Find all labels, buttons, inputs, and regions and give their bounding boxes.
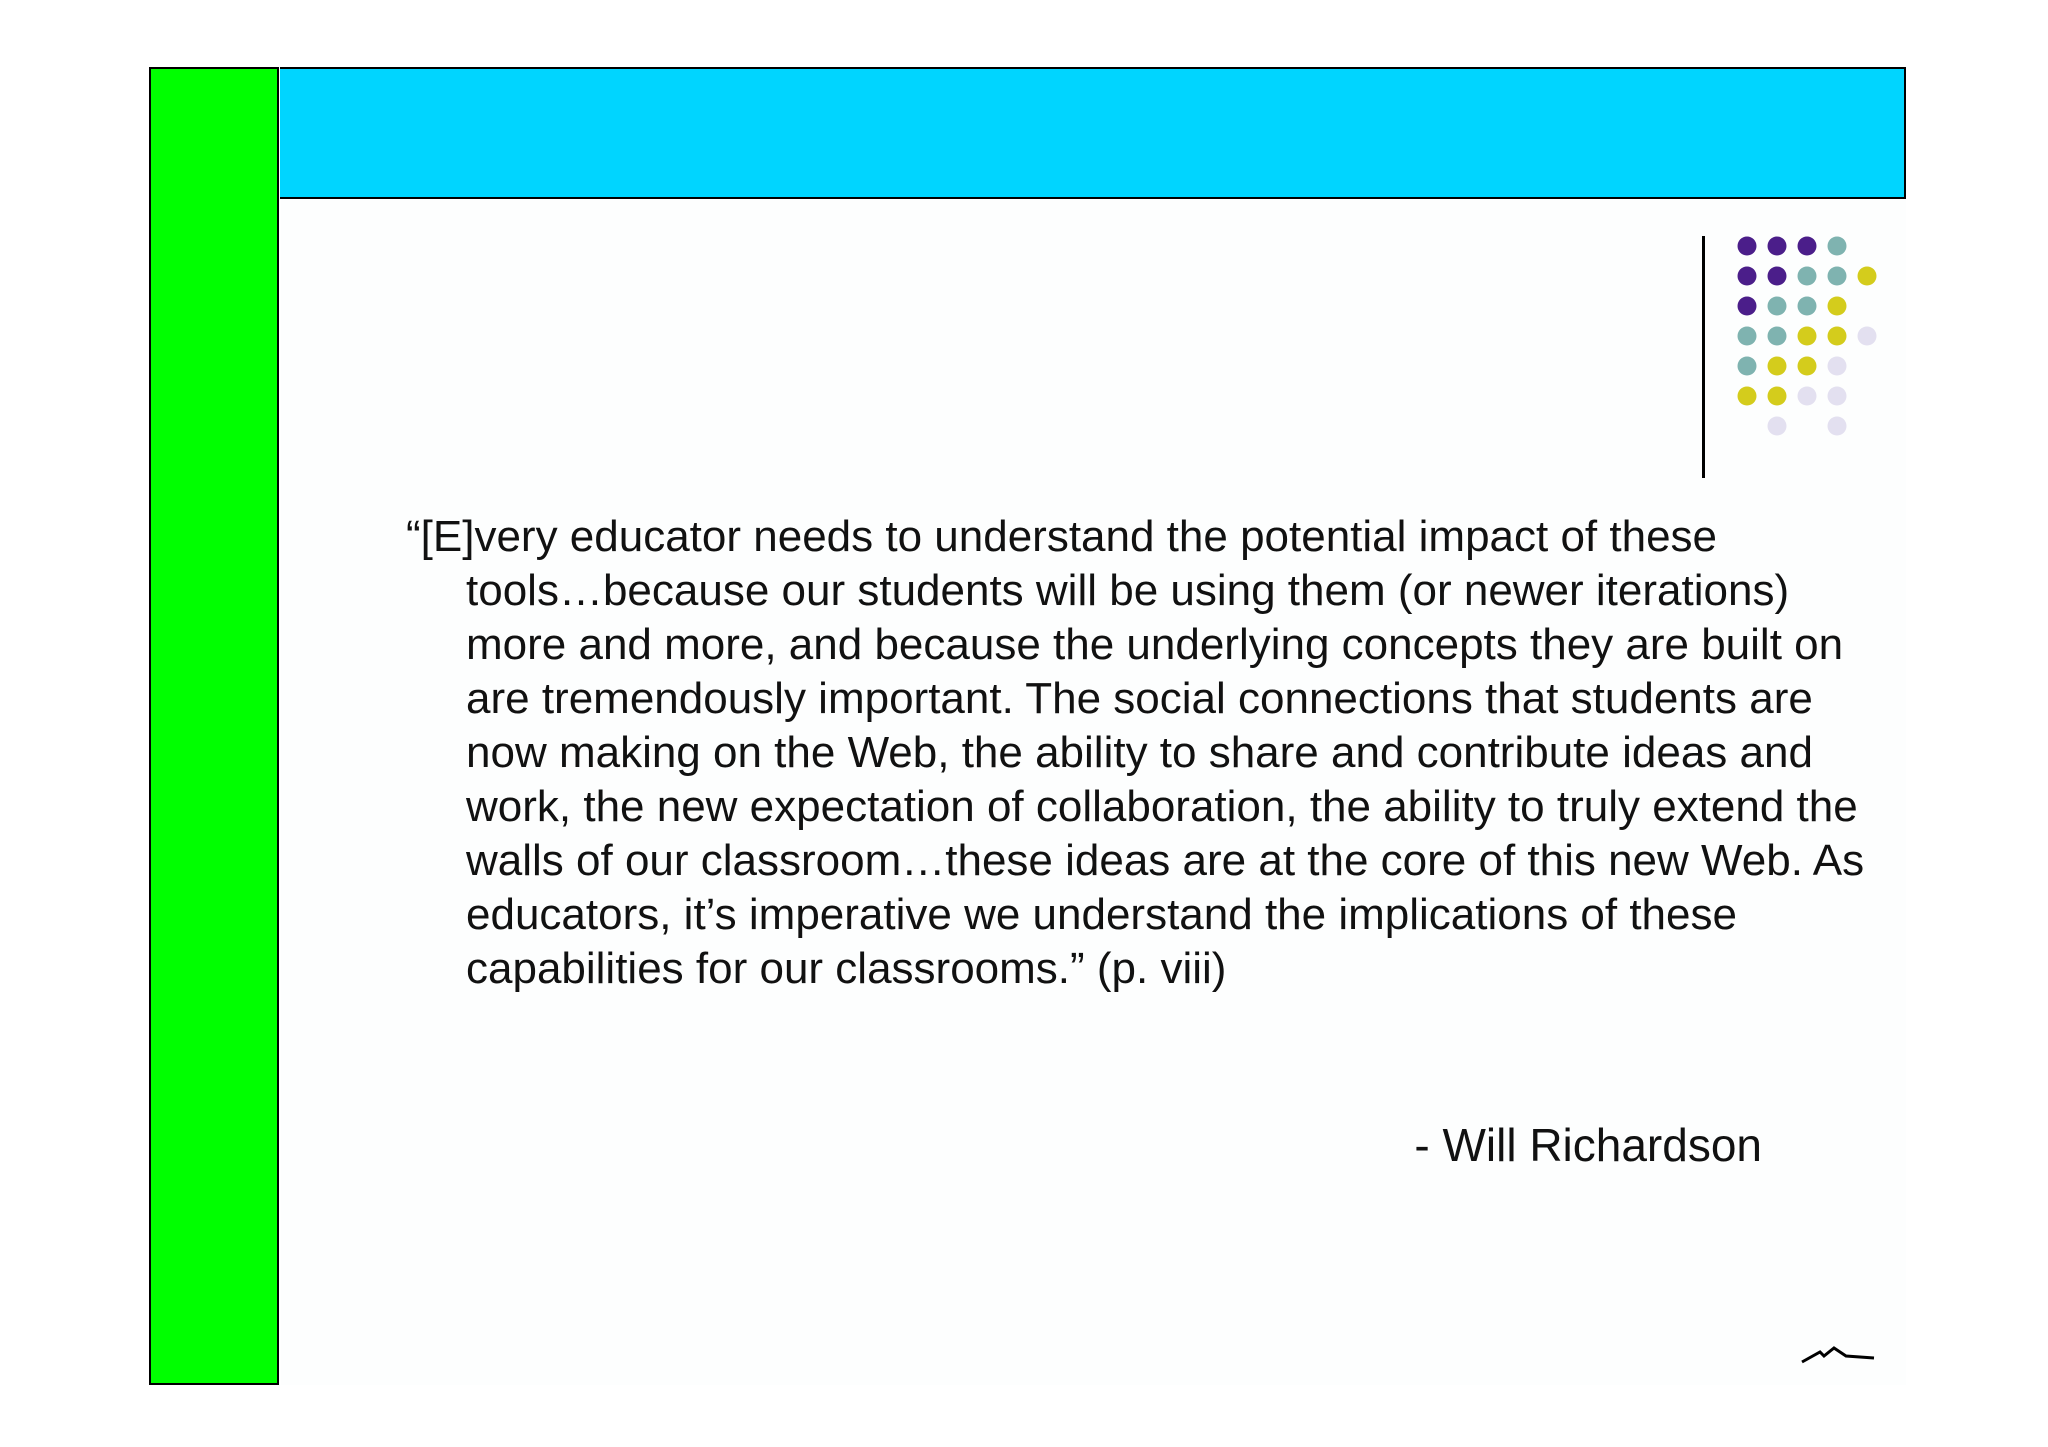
decorative-dot (1768, 417, 1787, 436)
decorative-dot (1828, 357, 1847, 376)
decorative-dot-grid-icon (1737, 236, 1887, 436)
decorative-dot (1828, 237, 1847, 256)
quote-attribution: - Will Richardson (1414, 1119, 1762, 1171)
corner-mark-icon (1800, 1342, 1876, 1366)
decorative-dot (1798, 327, 1817, 346)
decorative-dot (1828, 417, 1847, 436)
decorative-dot (1798, 357, 1817, 376)
quote-text: “[E]very educator needs to understand the potential impact of these tools…because our students will be using them (or newer iterations) more and more, and because the underlying concepts they are built on are tremendously important. The social connections that students are now making on the Web, the ability to share and contribute ideas and work, the new expectation of collaboration, the ability to truly extend the walls of our classroom…these ideas are at the core of this new Web. As educators, it’s imperative we understand the implications of these capabilities for our classrooms.” (p. viii) (406, 512, 1865, 993)
decorative-dot (1828, 327, 1847, 346)
decorative-dot (1828, 387, 1847, 406)
decorative-dot (1798, 297, 1817, 316)
vertical-divider (1702, 236, 1705, 478)
decorative-dot (1828, 297, 1847, 316)
left-accent-bar (149, 67, 279, 1385)
decorative-dot (1768, 237, 1787, 256)
title-banner (280, 67, 1906, 199)
decorative-dot (1798, 237, 1817, 256)
decorative-dot (1768, 267, 1787, 286)
decorative-dot (1798, 387, 1817, 406)
decorative-dot (1768, 387, 1787, 406)
decorative-dot (1738, 297, 1757, 316)
decorative-dot (1858, 267, 1877, 286)
decorative-dot (1738, 387, 1757, 406)
decorative-dot (1828, 267, 1847, 286)
decorative-dot (1738, 357, 1757, 376)
decorative-dot (1738, 237, 1757, 256)
decorative-dot (1858, 327, 1877, 346)
decorative-dot (1768, 327, 1787, 346)
decorative-dot (1768, 297, 1787, 316)
decorative-dot (1798, 267, 1817, 286)
decorative-dot (1738, 327, 1757, 346)
decorative-dot (1768, 357, 1787, 376)
decorative-dot (1738, 267, 1757, 286)
